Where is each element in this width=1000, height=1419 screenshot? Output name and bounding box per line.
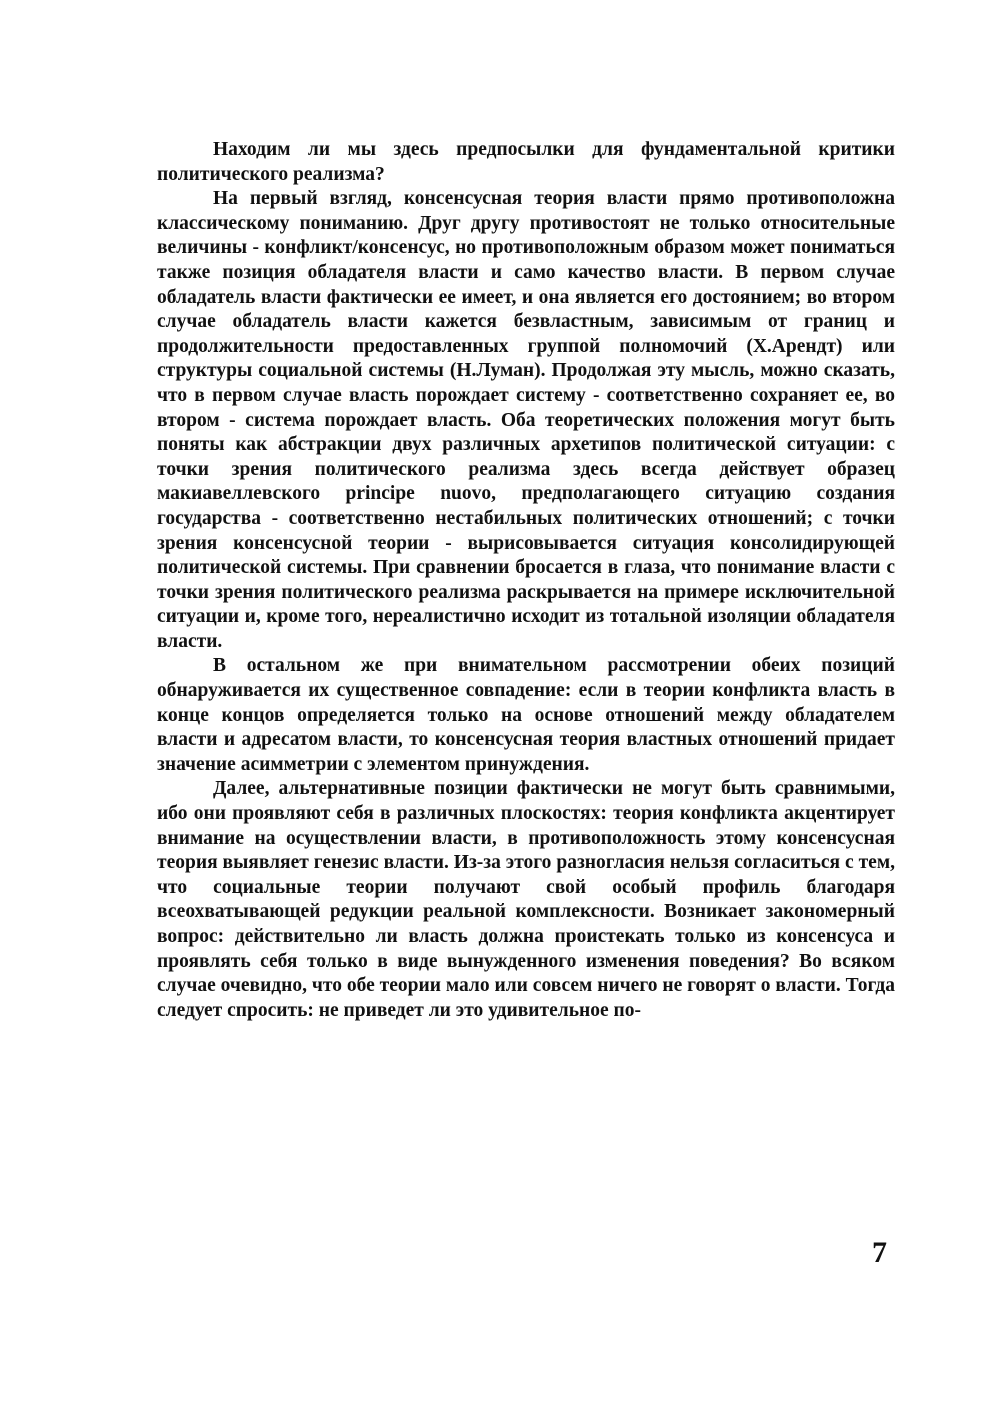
page-body <box>157 138 895 1023</box>
paragraph-3: В остальном же при внимательном рассмотрении обеих позиций обнаруживается их существенное совпадение: если в теории конфликта власть в конце концов определяется только на основе отношений между обладателем власти и адресатом власти, то консенсусная теория властных отношений придает значение асимметрии с элементом принуждения. <box>157 655 895 775</box>
paragraph-1: Находим ли мы здесь предпосылки для фундаментальной критики политического реализма? <box>157 139 895 185</box>
paragraph-4: Далее, альтернативные позиции фактически не могут быть сравнимыми, ибо они проявляют себя в различных плоскостях: теория конфликта акцентирует внимание на осуществлении власти, в противоположность этому консенсусная теория выявляет генезис власти. Из-за этого разногласия нельзя согласиться с тем, что социальные теории получают свой особый профиль благодаря всеохватывающей редукции реальной комплексности. Возникает закономерный вопрос: действительно ли власть должна проистекать только из консенсуса и проявлять себя только в виде вынужденного изменения поведения? Во всяком случае очевидно, что обе теории мало или совсем ничего не говорят о власти. Тогда следует спросить: не приведет ли это удивительное по- <box>157 778 895 1021</box>
page-number: 7 <box>872 1236 887 1269</box>
paragraph-2: На первый взгляд, консенсусная теория власти прямо противоположна классическому пониманию. Друг другу противостоят не только относительные величины - конфликт/консенсус, но противоположным образом может пониматься также позиция обладателя власти и само качество власти. В первом случае обладатель власти фактически ее имеет, и она является его достоянием; во втором случае обладатель власти кажется безвластным, зависимым от границ и продолжительности предоставленных группой полномочий (Х.Арендт) или структуры социальной системы (Н.Луман). Продолжая эту мысль, можно сказать, что в первом случае власть порождает систему - соответственно сохраняет ее, во втором - система порождает власть. Оба теоретических положения могут быть поняты как абстракции двух различных архетипов политической ситуации: с точки зрения политического реализма здесь всегда действует образец макиавеллевского principe nuovo, предполагающего ситуацию создания государства - соответственно нестабильных политических отношений; с точки зрения консенсусной теории - вырисовывается ситуация консолидирующей политической системы. При сравнении бросается в глаза, что понимание власти с точки зрения политического реализма раскрывается на примере исключительной ситуации и, кроме того, нереалистично исходит из тотальной изоляции обладателя власти. <box>157 188 895 652</box>
